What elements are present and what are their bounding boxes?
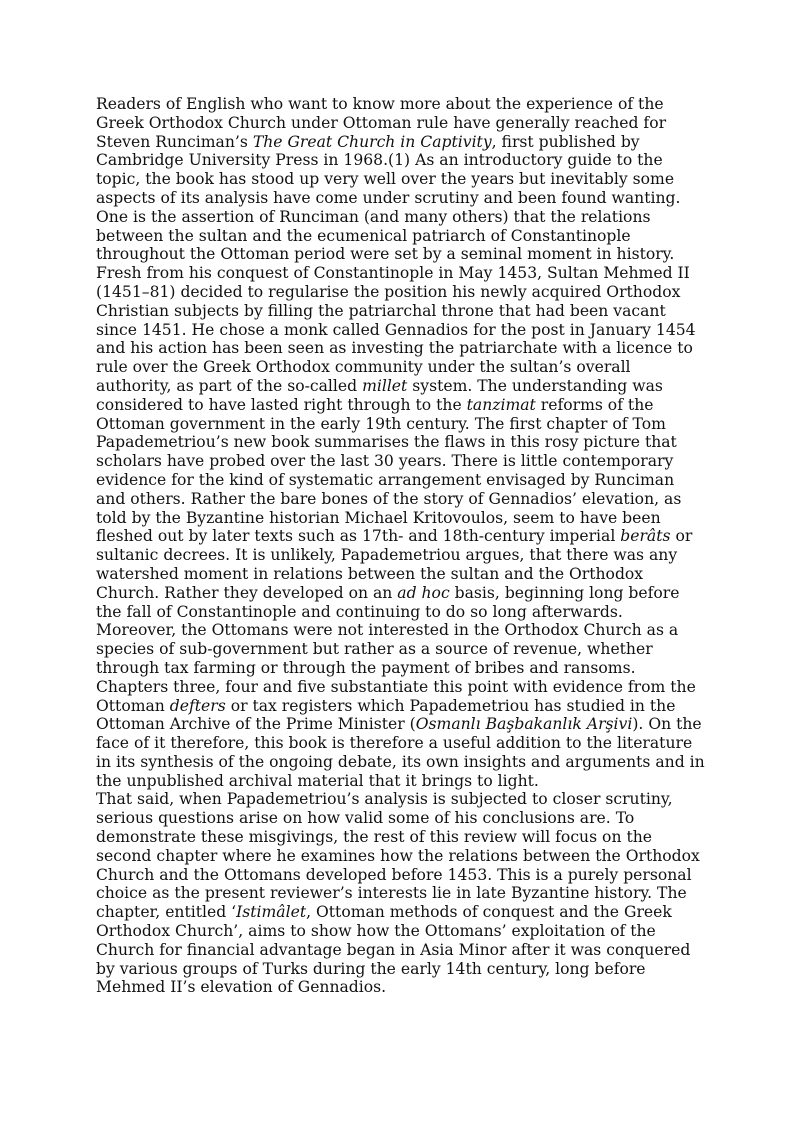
text-run: That said, when Papademetriou’s analysis is subjected to closer scrutiny, serious questions arise on how valid some of his conclusions are. To demonstrate these misgivings, the rest of this review will focus on the second chapter where he examines how the relations between the Orthodox Church and the Ottomans developed before 1453. This is a purely personal choice as the present reviewer’s interests lie in late Byzantine history. The chapter, entitled ‘ [96,790,700,922]
text-run: , Ottoman methods of conquest and the Greek Orthodox Church’, aims to show how the Ottomans’ exploitation of the Church for financial advantage began in Asia Minor after it was conquered by various groups of Turks during the early 14th century, long before Mehmed II’s elevation of Gennadios. [96,903,691,997]
italic-term: Osmanlı Başbakanlık Arşivi [415,715,633,734]
italic-term: ad hoc [397,583,450,602]
text-run: or tax registers which Papademetriou has studied in the Ottoman Archive of the Prime Minister ( [96,696,676,734]
text-run: basis, beginning long before the fall of Constantinople and continuing to do so long afterwards. Moreover, the Ottomans were not interested in the Orthodox Church as a species of sub-government but rather as a source of revenue, whether through tax farming or through the payment of bribes and ransoms. Chapters three, four and five substantiate this point with evidence from the Ottoman [96,583,696,715]
text-run: , first published by Cambridge University Press in 1968.(1) As an introductory guide to the topic, the book has stood up very well over the years but inevitably some aspects of its analysis have come under scrutiny and been found wanting. One is the assertion of Runciman (and many others) that the relations between the sultan and the ecumenical patriarch of Constantinople throughout the Ottoman period were set by a seminal moment in history. Fresh from his conquest of Constantinople in May 1453, Sultan Mehmed II (1451–81) decided to regularise the position his newly acquired Orthodox Christian subjects by filling the patriarchal throne that had been vacant since 1451. He chose a monk called Gennadios for the post in January 1454 and his action has been seen as investing the patriarchate with a licence to rule over the Greek Orthodox community under the sultan’s overall authority, as part of the so-called [96,132,696,395]
paragraph-2 [96,790,706,997]
document-body [96,95,706,997]
book-title-italic: The Great Church in Captivity [252,132,492,151]
italic-term: Istimâlet [236,903,307,922]
italic-term: millet [362,376,408,395]
text-run: Readers of English who want to know more about the experience of the Greek Orthodox Church under Ottoman rule have generally reached for Steven Runciman’s [96,95,667,151]
text-run: system. The understanding was considered to have lasted right through to the [96,376,663,414]
italic-term: berâts [620,527,671,546]
text-run: or sultanic decrees. It is unlikely, Papademetriou argues, that there was any watershed moment in relations between the sultan and the Orthodox Church. Rather they developed on an [96,527,693,602]
paragraph-1 [96,95,706,790]
italic-term: defters [169,696,226,715]
italic-term: tanzimat [466,395,536,414]
text-run: reforms of the Ottoman government in the early 19th century. The first chapter of Tom Papademetriou’s new book summarises the flaws in this rosy picture that scholars have probed over the last 30 years. There is little contemporary evidence for the kind of systematic arrangement envisaged by Runciman and others. Rather the bare bones of the story of Gennadios’ elevation, as told by the Byzantine historian Michael Kritovoulos, seem to have been fleshed out by later texts such as 17th- and 18th-century imperial [96,395,682,546]
text-run: ). On the face of it therefore, this book is therefore a useful addition to the literature in its synthesis of the ongoing debate, its own insights and arguments and in the unpublished archival material that it brings to light. [96,715,705,790]
